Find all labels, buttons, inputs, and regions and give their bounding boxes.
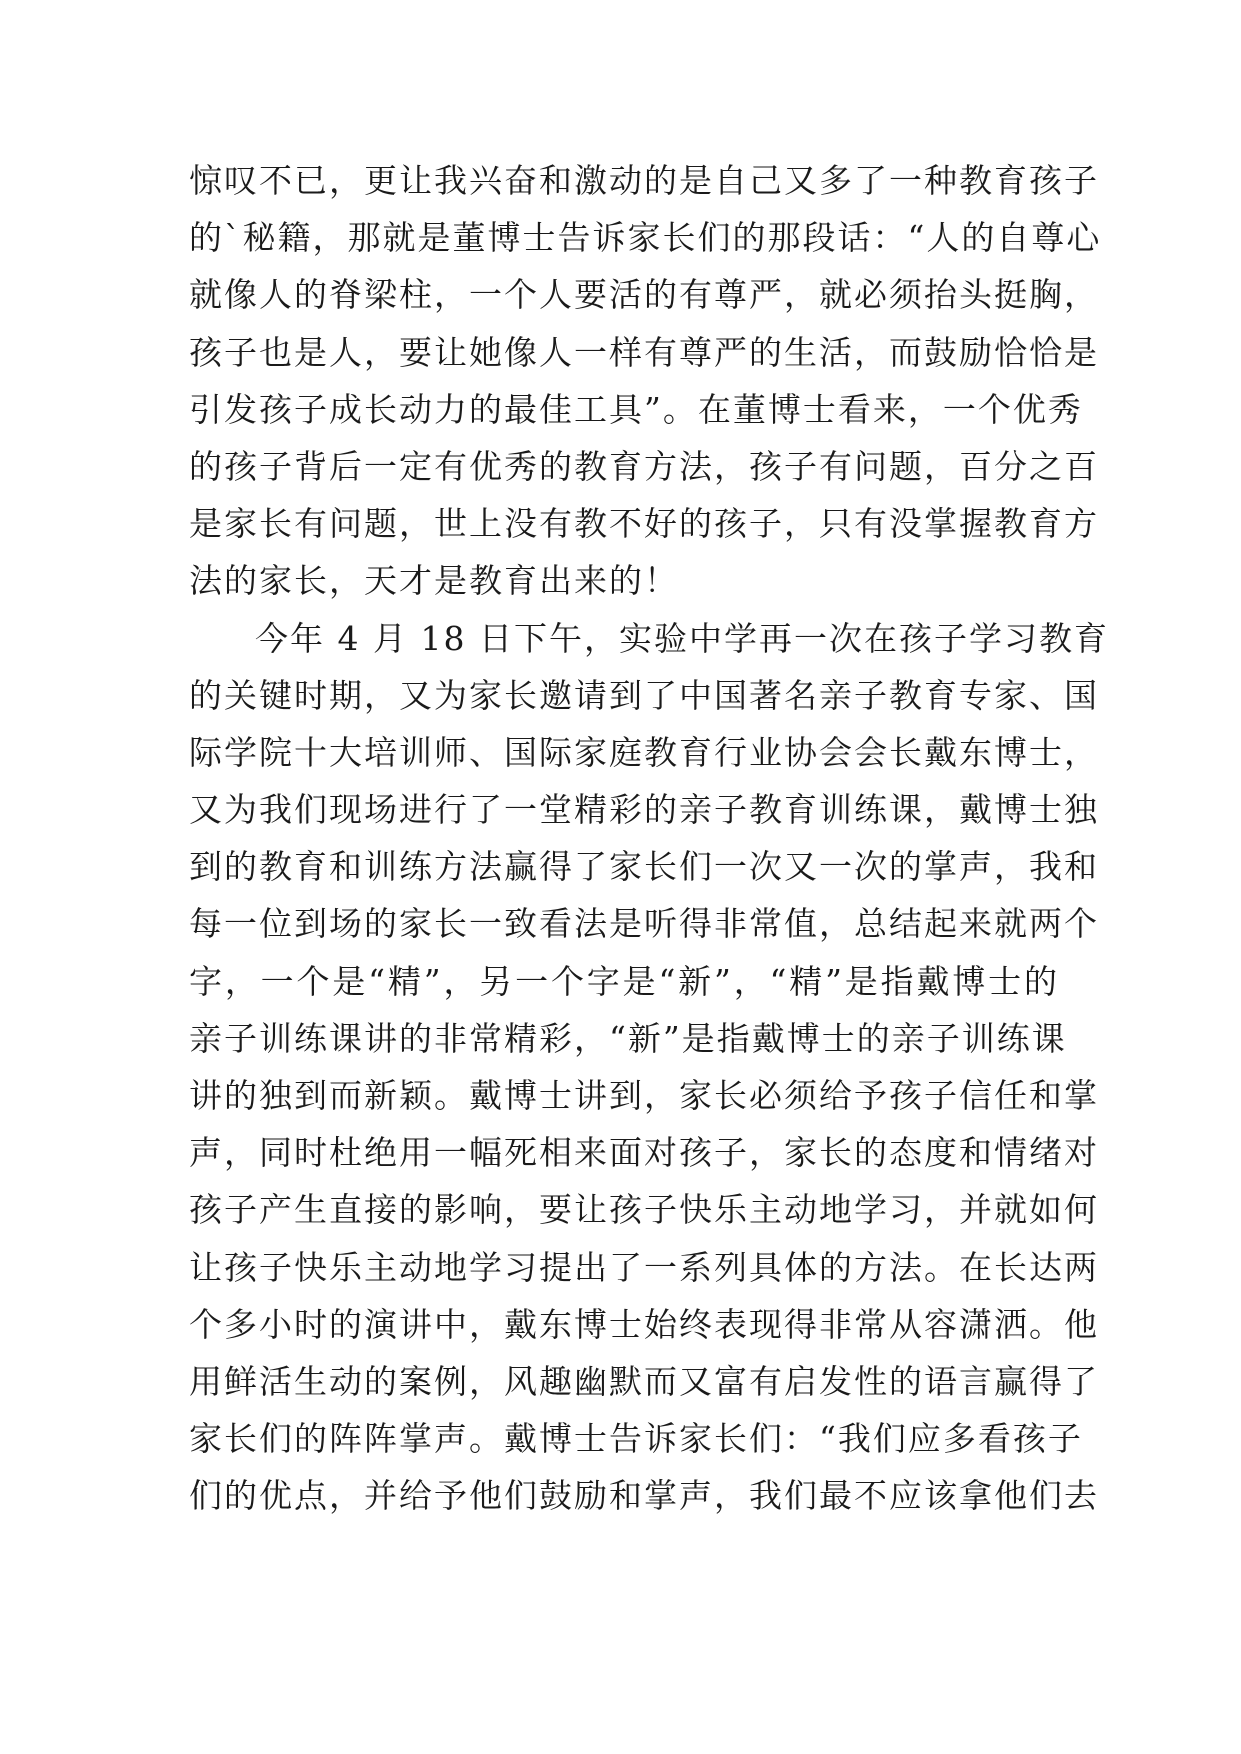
text-line: 际学院十大培训师、国际家庭教育行业协会会长戴东博士， — [189, 732, 1099, 772]
text-line: 让孩子快乐主动地学习提出了一系列具体的方法。在长达两 — [189, 1247, 1099, 1287]
text-line: 每一位到场的家长一致看法是听得非常值，总结起来就两个 — [189, 904, 1099, 944]
text-line: 讲的独到而新颖。戴博士讲到，家长必须给予孩子信任和掌 — [189, 1076, 1099, 1115]
text-line: 家长们的阵阵掌声。戴博士告诉家长们：“我们应多看孩子 — [189, 1419, 1083, 1459]
text-line: 孩子也是人，要让她像人一样有尊严的生活，而鼓励恰恰是 — [189, 332, 1099, 372]
text-line: 个多小时的演讲中，戴东博士始终表现得非常从容潇洒。他 — [189, 1304, 1099, 1344]
text-line: 引发孩子成长动力的最佳工具”。在董博士看来，一个优秀 — [189, 389, 1083, 429]
text-line: 们的优点，并给予他们鼓励和掌声，我们最不应该拿他们去 — [189, 1476, 1099, 1516]
text-line: 亲子训练课讲的非常精彩，“新”是指戴博士的亲子训练课 — [189, 1018, 1067, 1058]
text-line: 声，同时杜绝用一幅死相来面对孩子，家长的态度和情绪对 — [189, 1133, 1099, 1173]
text-line: 又为我们现场进行了一堂精彩的亲子教育训练课，戴博士独 — [189, 790, 1099, 830]
text-line: 惊叹不已，更让我兴奋和激动的是自己又多了一种教育孩子 — [189, 161, 1099, 200]
text-line: 字，一个是“精”，另一个字是“新”，“精”是指戴博士的 — [189, 961, 1059, 1001]
text-line: 就像人的脊梁柱，一个人要活的有尊严，就必须抬头挺胸， — [189, 275, 1099, 315]
text-line: 到的教育和训练方法赢得了家长们一次又一次的掌声，我和 — [189, 847, 1099, 887]
paragraph-first-line: 今年 4 月 18 日下午，实验中学再一次在孩子学习教育 — [255, 618, 1109, 658]
text-line: 的`秘籍，那就是董博士告诉家长们的那段话：“人的自尊心 — [189, 218, 1102, 258]
body-text — [189, 152, 1109, 1525]
text-line: 孩子产生直接的影响，要让孩子快乐主动地学习，并就如何 — [189, 1190, 1099, 1230]
text-line: 是家长有问题，世上没有教不好的孩子，只有没掌握教育方 — [189, 504, 1099, 544]
text-line: 的孩子背后一定有优秀的教育方法，孩子有问题，百分之百 — [189, 446, 1099, 486]
text-line: 用鲜活生动的案例，风趣幽默而又富有启发性的语言赢得了 — [189, 1361, 1099, 1401]
text-line: 法的家长，天才是教育出来的！ — [189, 561, 679, 601]
text-line: 的关键时期，又为家长邀请到了中国著名亲子教育专家、国 — [189, 675, 1099, 715]
